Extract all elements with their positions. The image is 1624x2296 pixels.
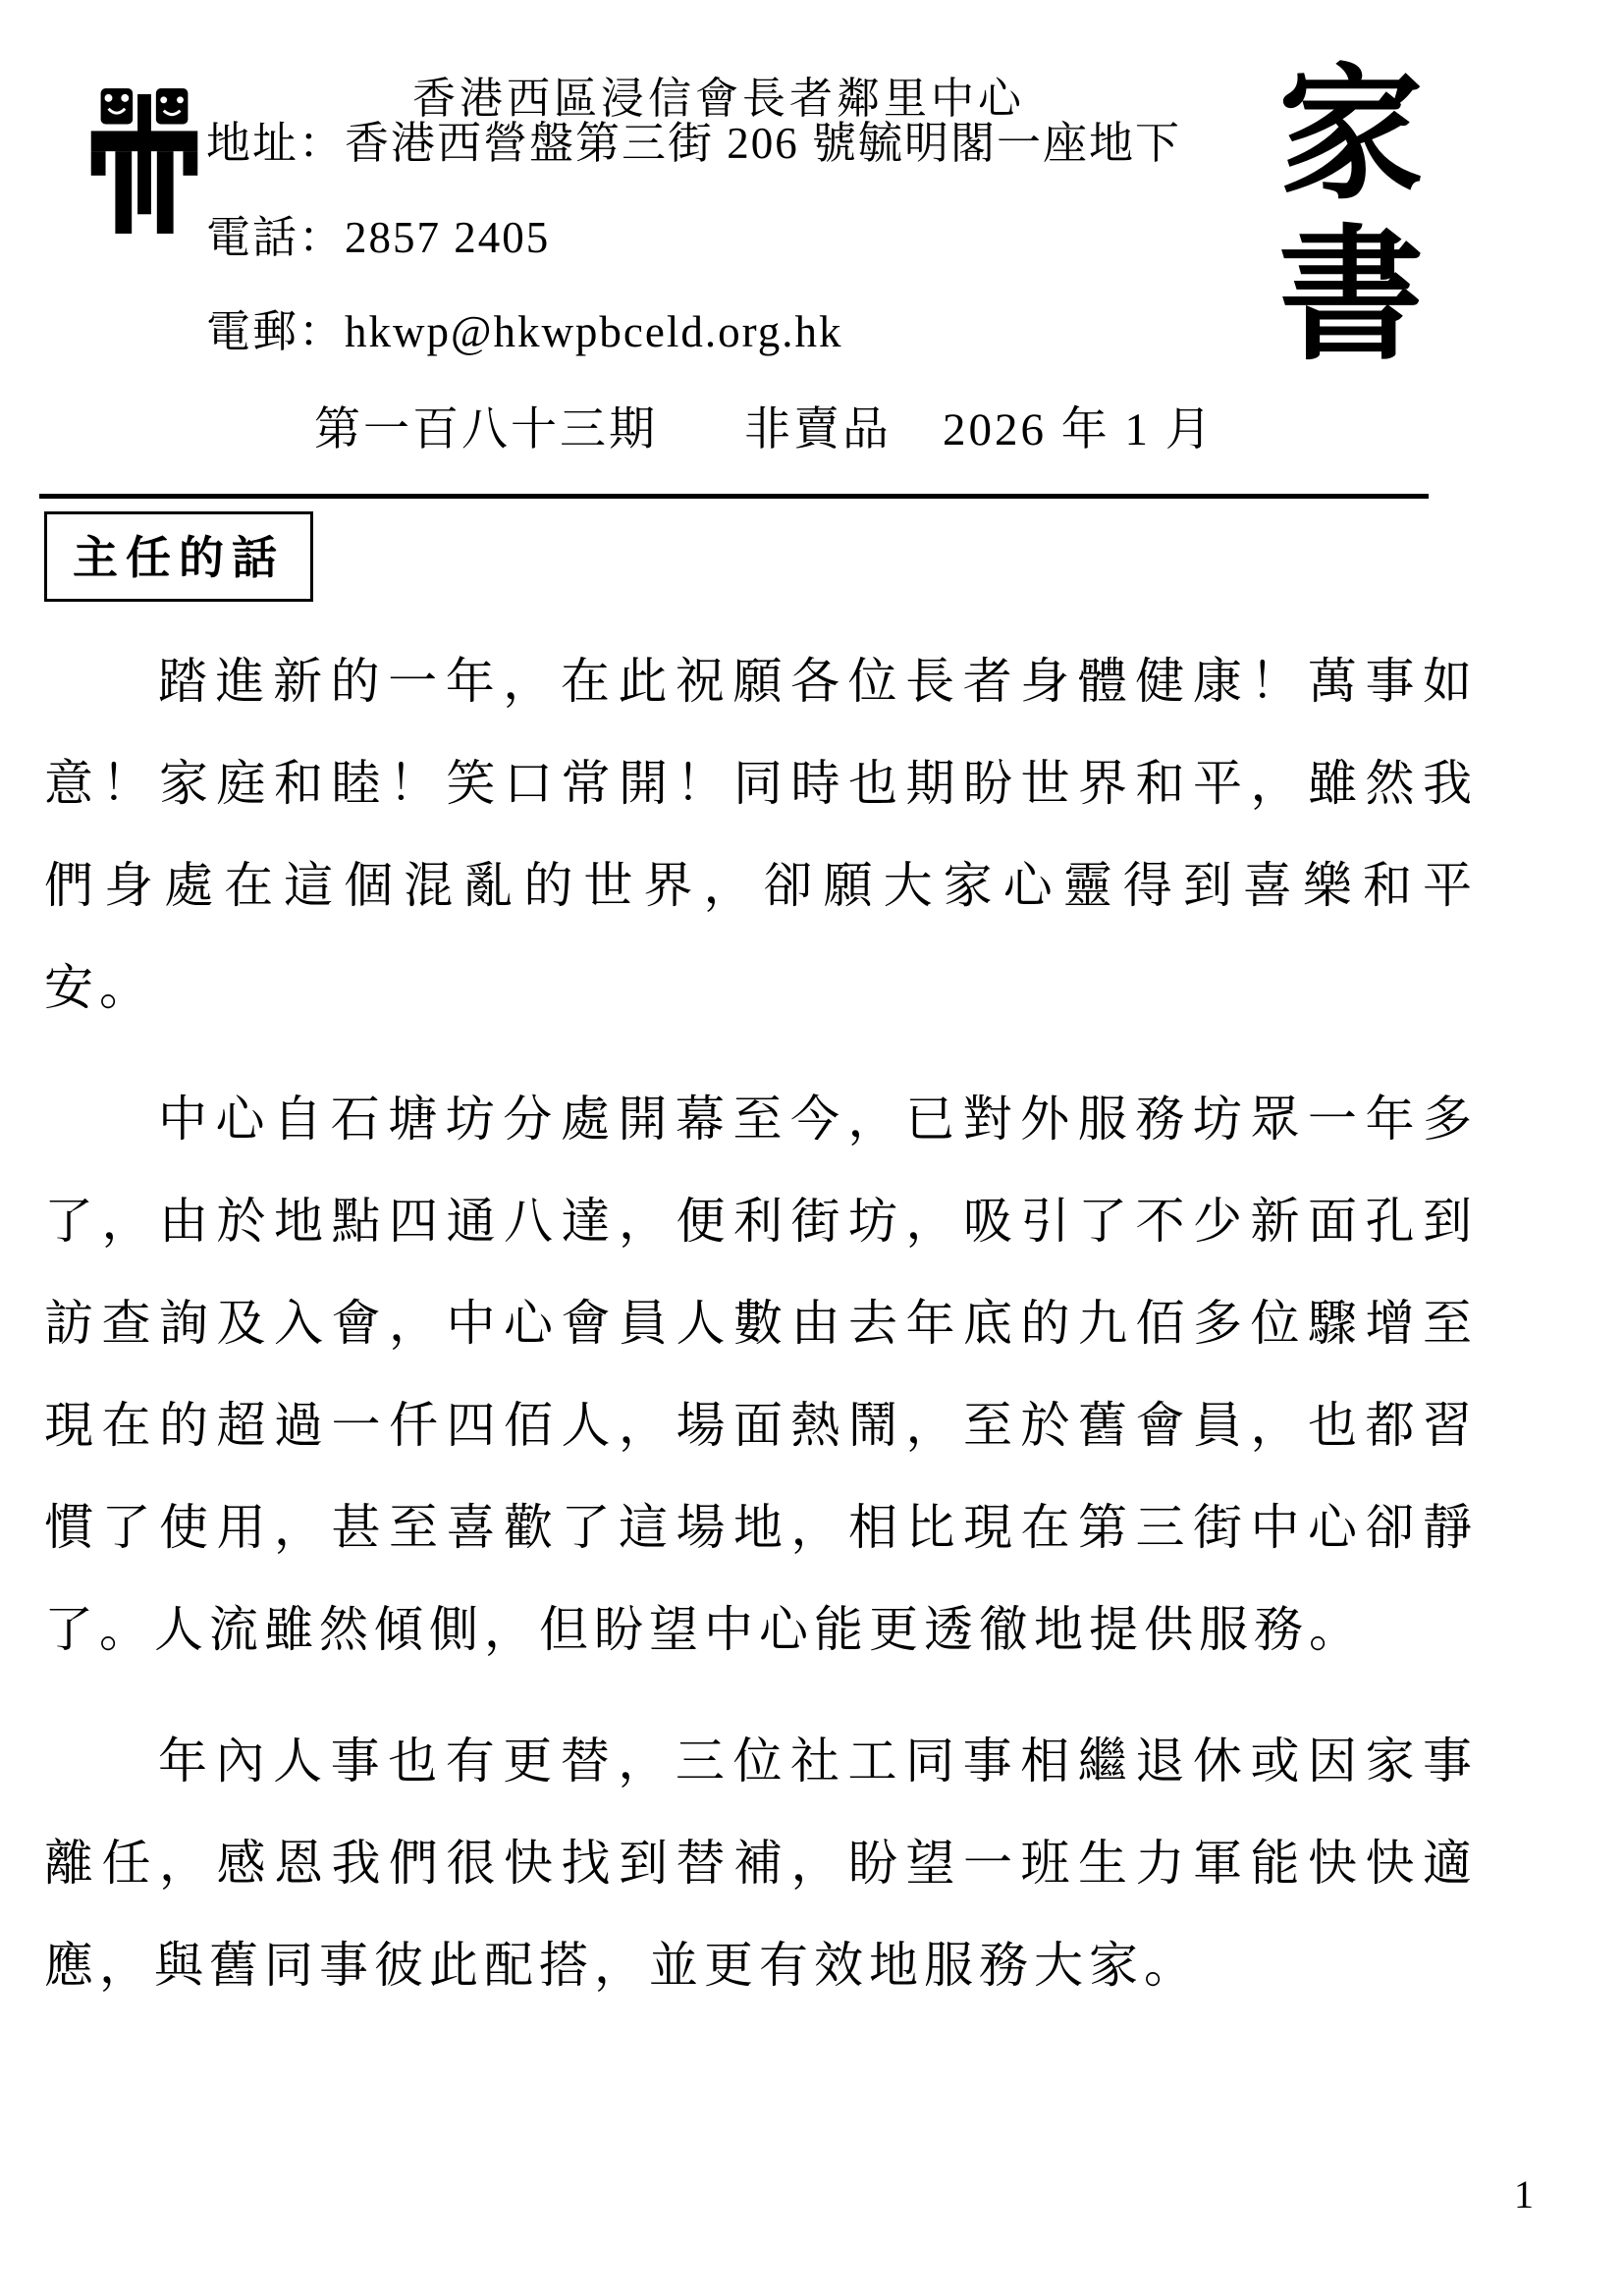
paragraph-line: 年內人事也有更替，三位社工同事相繼退休或因家事 bbox=[158, 1734, 1478, 1789]
paragraph-line: 了。人流雖然傾側，但盼望中心能更透徹地提供服務。 bbox=[44, 1602, 1364, 1657]
paragraph-line: 現在的超過一仟四佰人，場面熱鬧，至於舊會員，也都習 bbox=[44, 1398, 1478, 1453]
issue-number: 第一百八十三期 bbox=[314, 404, 658, 455]
phone-line: 電話：2857 2405 bbox=[206, 213, 551, 262]
paragraph-line: 了，由於地點四通八達，便利街坊，吸引了不少新面孔到 bbox=[44, 1194, 1478, 1249]
contact-block bbox=[206, 96, 1181, 379]
issue-line bbox=[314, 393, 1215, 458]
issue-price: 非賣品 bbox=[744, 404, 892, 455]
email-line: 電郵：hkwp@hkwpbceld.org.hk bbox=[206, 307, 843, 356]
paragraph-line: 中心自石塘坊分處開幕至今，已對外服務坊眾一年多 bbox=[158, 1092, 1478, 1147]
paragraph-line: 意！家庭和睦！笑口常開！同時也期盼世界和平，雖然我 bbox=[44, 756, 1478, 811]
page-number: 1 bbox=[1514, 2172, 1534, 2216]
paragraph bbox=[44, 630, 1478, 1039]
section-title-box: 主任的話 bbox=[44, 511, 313, 602]
elders-cross-logo-icon bbox=[90, 88, 198, 239]
address-line: 地址：香港西營盤第三街 206 號毓明閣一座地下 bbox=[206, 119, 1182, 168]
issue-date: 2026 年 1 月 bbox=[943, 404, 1215, 455]
paragraph bbox=[44, 1068, 1478, 1681]
paragraph-line: 離任，感恩我們很快找到替補，盼望一班生力軍能快快適 bbox=[44, 1836, 1478, 1891]
paragraph-line: 慣了使用，甚至喜歡了這場地，相比現在第三街中心卻靜 bbox=[44, 1500, 1478, 1555]
header-divider bbox=[39, 494, 1429, 499]
masthead-title: 家書 bbox=[1257, 57, 1418, 379]
paragraph-line: 們身處在這個混亂的世界，卻願大家心靈得到喜樂和平 bbox=[44, 858, 1478, 913]
paragraph-line: 安。 bbox=[44, 960, 154, 1015]
paragraph-line: 應，與舊同事彼此配搭，並更有效地服務大家。 bbox=[44, 1938, 1199, 1993]
paragraph bbox=[44, 1710, 1478, 2016]
body-paragraphs bbox=[44, 630, 1478, 2046]
org-name: 香港西區浸信會長者鄰里中心 bbox=[412, 75, 1025, 123]
paragraph-line: 踏進新的一年，在此祝願各位長者身體健康！萬事如 bbox=[158, 654, 1478, 709]
paragraph-line: 訪查詢及入會，中心會員人數由去年底的九佰多位驟增至 bbox=[44, 1296, 1478, 1351]
